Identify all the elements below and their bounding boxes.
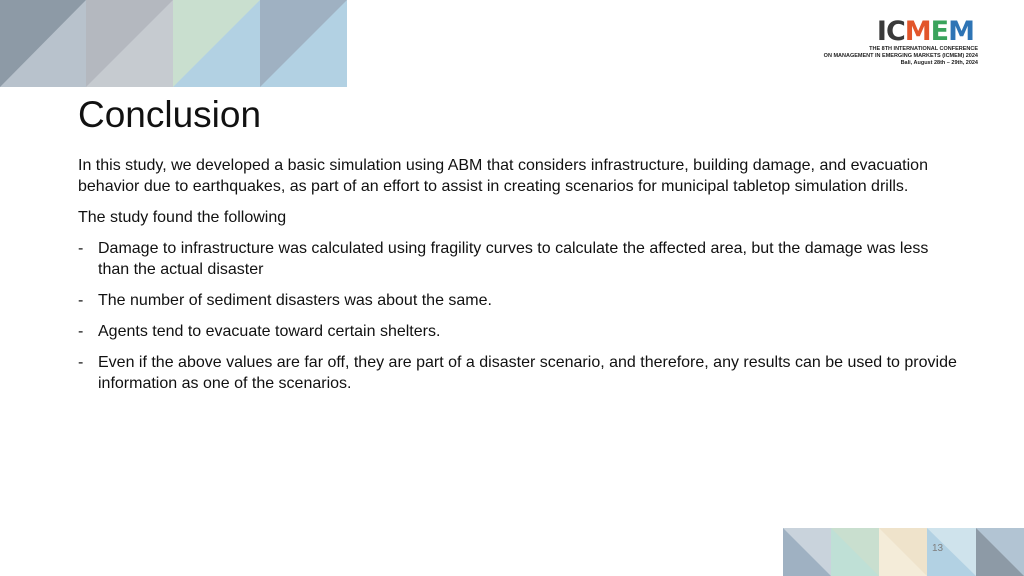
conference-logo bbox=[788, 18, 978, 67]
list-item bbox=[78, 290, 958, 311]
page-number: 13 bbox=[932, 543, 944, 554]
intro-paragraph: In this study, we developed a basic simulation using ABM that considers infrastructure, building damage, and evacuation behavior due to earthquakes, as part of an effort to assist in creating scenarios for municipal tabletop simulation drills. bbox=[78, 157, 928, 195]
logo-part-m2: M bbox=[948, 16, 974, 47]
list-item-text: The number of sediment disasters was about the same. bbox=[98, 292, 492, 309]
logo-line-2: ON MANAGEMENT IN EMERGING MARKETS (ICMEM) 2024 bbox=[823, 53, 978, 59]
logo-part-ic: IC bbox=[876, 16, 905, 47]
top-decorative-banner bbox=[0, 0, 347, 87]
bullet-marker: - bbox=[78, 292, 84, 309]
list-item bbox=[78, 238, 958, 280]
slide-body bbox=[78, 155, 958, 404]
logo-wordmark bbox=[788, 18, 974, 46]
bullet-marker: - bbox=[78, 323, 84, 340]
bottom-decorative-banner bbox=[783, 528, 1024, 576]
findings-list bbox=[78, 238, 958, 394]
list-item bbox=[78, 321, 958, 342]
logo-line-3: Bali, August 28th – 29th, 2024 bbox=[900, 60, 978, 66]
logo-part-m: M bbox=[904, 16, 931, 47]
list-item-text: Even if the above values are far off, they are part of a disaster scenario, and therefore, any results can be used to provide information as one of the scenarios. bbox=[98, 354, 957, 392]
slide-title: Conclusion bbox=[78, 94, 262, 135]
bullet-marker: - bbox=[78, 354, 84, 371]
logo-line-1: THE 8TH INTERNATIONAL CONFERENCE bbox=[869, 46, 978, 52]
lead-paragraph: The study found the following bbox=[78, 209, 287, 226]
list-item-text: Agents tend to evacuate toward certain shelters. bbox=[98, 323, 441, 340]
bullet-marker: - bbox=[78, 240, 84, 257]
logo-part-e: E bbox=[930, 16, 949, 47]
list-item-text: Damage to infrastructure was calculated using fragility curves to calculate the affected area, but the damage was less than the actual disaster bbox=[98, 240, 929, 278]
list-item bbox=[78, 352, 958, 394]
